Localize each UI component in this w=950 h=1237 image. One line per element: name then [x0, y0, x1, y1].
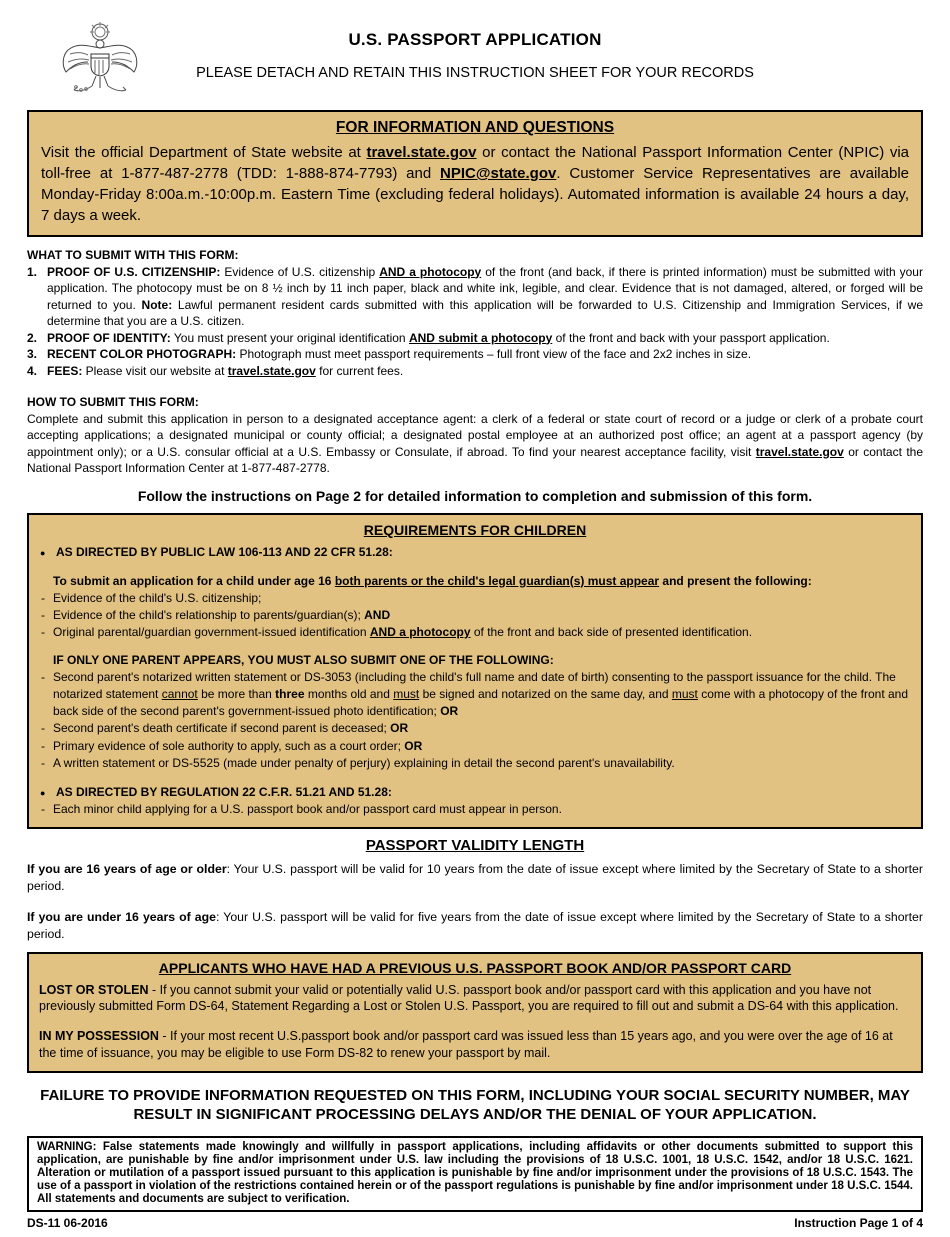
item-text: AND — [364, 608, 391, 623]
validity-under-16 — [27, 909, 923, 943]
item-text: Second parent's death certificate if second parent is deceased; — [53, 721, 391, 736]
failure-notice: FAILURE TO PROVIDE INFORMATION REQUESTED ON THIS FORM, INCLUDING YOUR SOCIAL SECURITY NUMBER, MAY RESULT IN SIGNIFICANT PROCESSING DELAYS AND/OR THE DENIAL OF YOUR APPLICATION. — [40, 1086, 910, 1123]
intro-text: and present the following: — [659, 573, 812, 588]
item-text: be signed and notarized on the same day, and — [419, 686, 672, 701]
item-text: Original parental/guardian government-issued identification — [53, 625, 370, 640]
item-number: 2. — [27, 330, 38, 345]
dash-marker: - — [41, 669, 45, 684]
child-req-item — [39, 607, 911, 624]
item-text: Evidence of the child's relationship to parents/guardian(s); — [53, 608, 365, 623]
npic-email-link: NPIC@state.gov — [440, 165, 557, 182]
item-text: must — [671, 686, 698, 701]
in-my-possession-paragraph — [39, 1028, 911, 1062]
paragraph-lead: IN MY POSSESSION — [39, 1029, 159, 1044]
item-lead: FEES: — [47, 363, 83, 378]
bullet-icon: ● — [40, 547, 46, 558]
item-text: of the front (and back, if there is printed information) must be submitted with your application. The photocopy must be on 8 ½ inch by 11 inch paper, black and white ink, legible, and clear. Evidence that is not damaged, altered, or forged will be returned to you. — [47, 264, 923, 312]
validity-section — [27, 837, 923, 942]
dash-marker: - — [41, 590, 45, 605]
dash-marker: - — [41, 738, 45, 753]
body-text: Complete and submit this application in person to a designated acceptance agent: a clerk of a federal or state court of record or a judge or clerk of a probate court accepting applications; a designated municipal or county official; a designated postal employee at an authorized post office; an agent at a passport agency (by appointment only); or a U.S. consular official at a U.S. Embassy or Consulate, if abroad. To find your nearest acceptance facility, visit — [27, 411, 923, 459]
what-to-submit-section — [27, 247, 923, 379]
info-box-body — [41, 142, 909, 226]
children-intro — [39, 573, 911, 590]
item-text: Evidence of U.S. citizenship — [220, 264, 380, 279]
warning-box — [27, 1136, 923, 1212]
item-text: Please visit our website at — [82, 363, 228, 378]
validity-heading: PASSPORT VALIDITY LENGTH — [365, 837, 585, 855]
body-text: or contact the National Passport Information Center at 1-877-487-2778. — [27, 444, 924, 475]
regulation-item — [39, 801, 911, 818]
item-text: for current fees. — [315, 363, 404, 378]
info-text: Visit the official Department of State website at — [41, 144, 367, 161]
previous-passport-box — [27, 952, 923, 1073]
paragraph-lead: If you are 16 years of age or older — [27, 862, 227, 877]
warning-text: WARNING: False statements made knowingly and willfully in passport applications, including affidavits or other documents submitted to support this application, are punishable by fine and/or imprisonment under U.S. law including the provisions of 18 U.S.C. 1001, 18 U.S.C. 1542, and/or 18 U.S.C. 1621. Alteration or mutilation of a passport issued pursuant to this application is punishable by fine and/or imprisonment under the provisions of 18 U.S.C. 1543. The use of a passport in violation of the restrictions contained herein or of the passport regulations is punishable by fine and/or imprisonment under 18 U.S.C. 1544. All statements and documents are subject to verification. — [37, 1140, 913, 1206]
dash-marker: - — [41, 755, 45, 770]
travel-state-gov-link: travel.state.gov — [227, 363, 316, 378]
paragraph-text: - If you cannot submit your valid or potentially valid U.S. passport book and/or passport card with this application and you have not previously submitted Form DS-64, Statement Regarding a Lost or Stolen U.S. Passport, you are required to fill out and submit a DS-64 with this application. — [39, 982, 899, 1014]
info-text: or contact the National Passport Information Center (NPIC) via toll-free at 1-877-487-2778 (TDD: 1-888-874-7793) and — [41, 144, 909, 182]
item-text: be more than — [197, 686, 276, 701]
bullet-text: AS DIRECTED BY PUBLIC LAW 106-113 AND 22 CFR 51.28: — [56, 544, 393, 559]
paragraph-text: : Your U.S. passport will be valid for five years from the date of issue except where limited by the Secretary of State to a shorter period. — [27, 909, 923, 941]
form-number: DS-11 06-2016 — [27, 1216, 108, 1231]
item-number: 3. — [27, 347, 38, 361]
lost-or-stolen-paragraph — [39, 982, 911, 1016]
document-header — [27, 0, 923, 104]
dash-marker: - — [41, 625, 45, 640]
page-subtitle: PLEASE DETACH AND RETAIN THIS INSTRUCTION SHEET FOR YOUR RECORDS — [196, 65, 754, 81]
submit-item-photograph — [27, 346, 923, 363]
item-text: months old and — [304, 686, 394, 701]
intro-text: both parents or the child's legal guardian(s) must appear — [334, 573, 660, 588]
item-text: OR — [440, 704, 459, 719]
follow-instructions-note: Follow the instructions on Page 2 for detailed information to completion and submission of this form. — [137, 487, 813, 504]
travel-state-gov-link: travel.state.gov — [366, 144, 477, 161]
item-text: of the front and back with your passport application. — [552, 330, 830, 345]
item-text: OR — [390, 721, 409, 736]
item-text: AND a photocopy — [379, 264, 482, 279]
item-text: of the front and back side of presented identification. — [470, 625, 753, 640]
one-parent-item — [39, 738, 911, 755]
one-parent-item — [39, 755, 911, 772]
public-law-bullet — [39, 544, 911, 561]
item-lead: RECENT COLOR PHOTOGRAPH: — [47, 347, 237, 361]
submit-item-fees — [27, 363, 923, 380]
intro-text: To submit an application for a child under age 16 — [53, 573, 335, 588]
item-text: You must present your original identification — [170, 330, 409, 345]
item-text: AND a photocopy — [369, 625, 471, 640]
item-number: 1. — [27, 264, 38, 279]
dash-marker: - — [41, 721, 45, 736]
previous-passport-heading: APPLICANTS WHO HAVE HAD A PREVIOUS U.S. PASSPORT BOOK AND/OR PASSPORT CARD — [158, 959, 792, 976]
one-parent-item — [39, 720, 911, 737]
how-to-submit-section — [27, 394, 923, 477]
children-box-heading: REQUIREMENTS FOR CHILDREN — [363, 521, 587, 538]
item-text: A written statement or DS-5525 (made under penalty of perjury) explaining in detail the second parent's unavailability. — [53, 755, 675, 770]
travel-state-gov-link: travel.state.gov — [755, 444, 844, 459]
item-text: OR — [404, 738, 423, 753]
info-box-heading: FOR INFORMATION AND QUESTIONS — [335, 119, 615, 136]
submit-item-citizenship — [27, 264, 923, 330]
info-text: . Customer Service Representatives are available Monday-Friday 8:00a.m.-10:00p.m. Eastern Time (excluding federal holidays). Automated information is available 24 hours a day, 7 days a week. — [41, 165, 909, 224]
item-text: three — [275, 686, 305, 701]
submit-item-identity — [27, 330, 923, 347]
paragraph-lead: If you are under 16 years of age — [27, 909, 216, 924]
page-title: U.S. PASSPORT APPLICATION — [348, 30, 602, 49]
item-lead: PROOF OF IDENTITY: — [47, 330, 171, 345]
bullet-text: AS DIRECTED BY REGULATION 22 C.F.R. 51.21 AND 51.28: — [56, 784, 392, 799]
item-text: Second parent's notarized written statement or DS-3053 (including the child's full name and date of birth) consenting to the passport issuance for the child. The notarized statement — [53, 669, 896, 701]
item-text: AND submit a photocopy — [408, 330, 553, 345]
how-to-submit-body — [27, 411, 923, 477]
paragraph-lead: LOST OR STOLEN — [39, 982, 149, 997]
how-to-submit-heading: HOW TO SUBMIT THIS FORM: — [27, 395, 199, 409]
item-text: Lawful permanent resident cards submitted with this application will be forwarded to U.S. Citizenship and Immigration Services, if we determine that you are a U.S. citizen. — [47, 297, 924, 328]
validity-16-or-older — [27, 861, 923, 895]
page-indicator: Instruction Page 1 of 4 — [794, 1216, 923, 1231]
one-parent-item — [39, 669, 911, 721]
paragraph-text: : Your U.S. passport will be valid for 10 years from the date of issue except where limited by the Secretary of State to a shorter period. — [27, 862, 923, 894]
item-lead: PROOF OF U.S. CITIZENSHIP: — [47, 264, 221, 279]
great-seal-eagle-icon — [58, 20, 142, 98]
one-parent-heading: IF ONLY ONE PARENT APPEARS, YOU MUST ALSO SUBMIT ONE OF THE FOLLOWING: — [53, 652, 554, 667]
child-req-item — [39, 624, 911, 641]
item-text: must — [393, 686, 420, 701]
item-number: 4. — [27, 363, 38, 378]
item-text: Evidence of the child's U.S. citizenship; — [53, 590, 262, 605]
bullet-icon: ● — [40, 787, 46, 798]
dash-marker: - — [41, 608, 45, 623]
info-box — [27, 110, 923, 237]
what-to-submit-heading: WHAT TO SUBMIT WITH THIS FORM: — [27, 248, 239, 262]
child-req-item — [39, 590, 911, 607]
item-text: Photograph must meet passport requirements – full front view of the face and 2x2 inches in size. — [236, 347, 752, 361]
item-text: Note: — [141, 297, 173, 312]
item-text: Primary evidence of sole authority to apply, such as a court order; — [53, 738, 405, 753]
paragraph-text: - If your most recent U.S.passport book and/or passport card was issued less than 15 years ago, and you were over the age of 16 at the time of issuance, you may be eligible to use Form DS-82 to renew your passport by mail. — [39, 1029, 893, 1060]
item-text: Each minor child applying for a U.S. passport book and/or passport card must appear in person. — [53, 802, 562, 817]
item-text: come with a photocopy of the front and back side of the second parent's government-issued photo identification; — [53, 686, 909, 719]
item-text: cannot — [161, 686, 198, 701]
requirements-for-children-box — [27, 513, 923, 830]
dash-marker: - — [41, 802, 45, 817]
regulation-bullet — [39, 784, 911, 801]
page-footer — [27, 1216, 923, 1230]
